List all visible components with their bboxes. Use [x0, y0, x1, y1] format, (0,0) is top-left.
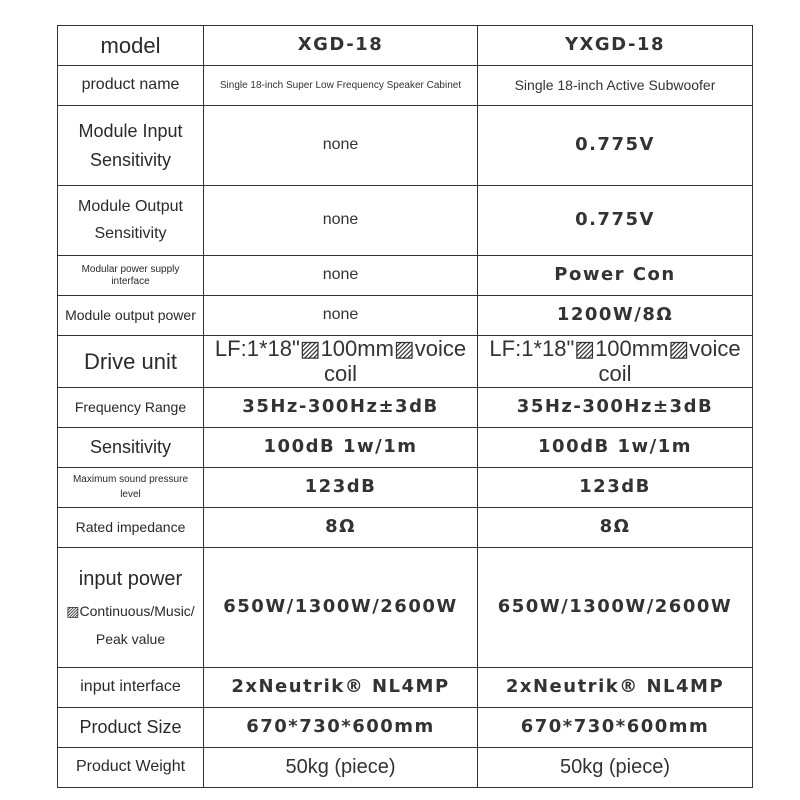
product-weight-yxgd18: 50kg (piece) — [478, 747, 753, 787]
label-input-power — [58, 547, 204, 667]
label-line: Sensitivity — [94, 224, 167, 242]
power-supply-xgd18: none — [204, 256, 478, 296]
row-module-output-power — [58, 296, 753, 336]
sensitivity-xgd18: 100dB 1w/1m — [204, 427, 478, 467]
label-line: Sensitivity — [89, 149, 172, 170]
max-spl-xgd18: 123dB — [204, 467, 478, 507]
product-name-yxgd18: Single 18-inch Active Subwoofer — [478, 66, 753, 106]
output-sensitivity-xgd18: none — [204, 186, 478, 256]
row-input-interface — [58, 667, 753, 707]
label-sensitivity: Sensitivity — [58, 427, 204, 467]
input-sensitivity-yxgd18: 0.775V — [478, 106, 753, 186]
output-sensitivity-yxgd18: 0.775V — [478, 186, 753, 256]
spec-table — [57, 25, 753, 788]
label-rated-impedance: Rated impedance — [58, 507, 204, 547]
row-product-name — [58, 66, 753, 106]
row-sensitivity — [58, 427, 753, 467]
row-model — [58, 26, 753, 66]
frequency-range-yxgd18: 35Hz-300Hz±3dB — [478, 387, 753, 427]
product-size-xgd18: 670*730*600mm — [204, 707, 478, 747]
model-yxgd18: YXGD-18 — [478, 26, 753, 66]
label-line: level — [120, 488, 141, 500]
drive-unit-yxgd18: LF:1*18"▨100mm▨voice coil — [478, 336, 753, 388]
label-power-supply-interface: Modular power supply interface — [58, 256, 204, 296]
row-module-input-sensitivity — [58, 106, 753, 186]
label-input-interface: input interface — [58, 667, 204, 707]
impedance-yxgd18: 8Ω — [478, 507, 753, 547]
input-sensitivity-xgd18: none — [204, 106, 478, 186]
label-line: Module Output — [78, 198, 183, 216]
row-frequency-range — [58, 387, 753, 427]
input-interface-xgd18: 2xNeutrik® NL4MP — [204, 667, 478, 707]
row-input-power — [58, 547, 753, 667]
sensitivity-yxgd18: 100dB 1w/1m — [478, 427, 753, 467]
row-drive-unit — [58, 336, 753, 388]
label-line: ▨Continuous/Music/ — [66, 602, 195, 619]
label-module-output-power: Module output power — [58, 296, 204, 336]
label-module-output-sensitivity — [58, 186, 204, 256]
label-module-input-sensitivity — [58, 106, 204, 186]
product-weight-xgd18: 50kg (piece) — [204, 747, 478, 787]
label-max-spl — [58, 467, 204, 507]
label-model: model — [58, 26, 204, 66]
row-module-output-sensitivity — [58, 186, 753, 256]
impedance-xgd18: 8Ω — [204, 507, 478, 547]
row-power-supply-interface — [58, 256, 753, 296]
input-power-yxgd18: 650W/1300W/2600W — [478, 547, 753, 667]
drive-unit-xgd18: LF:1*18"▨100mm▨voice coil — [204, 336, 478, 388]
label-product-size: Product Size — [58, 707, 204, 747]
label-line: Maximum sound pressure — [72, 474, 189, 486]
input-power-xgd18: 650W/1300W/2600W — [204, 547, 478, 667]
label-frequency-range: Frequency Range — [58, 387, 204, 427]
label-product-weight: Product Weight — [58, 747, 204, 787]
label-drive-unit: Drive unit — [58, 336, 204, 388]
label-product-name: product name — [58, 66, 204, 106]
product-name-xgd18: Single 18-inch Super Low Frequency Speaker Cabinet — [204, 66, 478, 106]
row-product-size — [58, 707, 753, 747]
input-interface-yxgd18: 2xNeutrik® NL4MP — [478, 667, 753, 707]
label-line: Peak value — [95, 630, 166, 647]
label-line: input power — [78, 567, 183, 590]
product-size-yxgd18: 670*730*600mm — [478, 707, 753, 747]
row-max-spl — [58, 467, 753, 507]
label-line: Module Input — [78, 120, 183, 141]
row-product-weight — [58, 747, 753, 787]
max-spl-yxgd18: 123dB — [478, 467, 753, 507]
model-xgd18: XGD-18 — [204, 26, 478, 66]
frequency-range-xgd18: 35Hz-300Hz±3dB — [204, 387, 478, 427]
output-power-xgd18: none — [204, 296, 478, 336]
output-power-yxgd18: 1200W/8Ω — [478, 296, 753, 336]
power-supply-yxgd18: Power Con — [478, 256, 753, 296]
row-rated-impedance — [58, 507, 753, 547]
